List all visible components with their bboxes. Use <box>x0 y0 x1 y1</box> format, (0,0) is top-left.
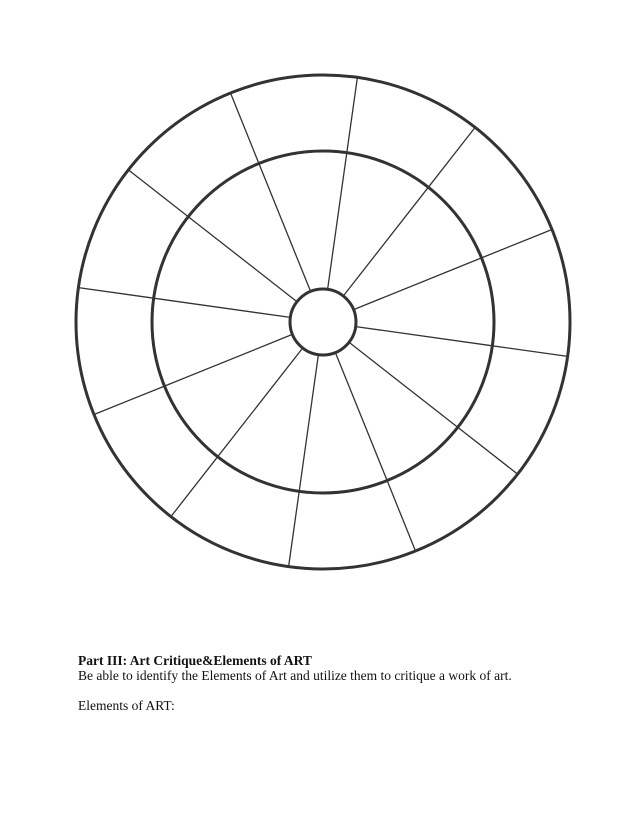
inner-spoke <box>349 342 458 427</box>
outer-spoke <box>171 457 218 517</box>
inner-spoke <box>356 327 493 346</box>
outer-spoke <box>482 230 553 258</box>
inner-spoke <box>154 298 291 317</box>
outer-spoke <box>289 491 300 566</box>
outer-spoke <box>347 77 358 152</box>
elements-of-art-label: Elements of ART: <box>78 698 175 713</box>
outer-spoke <box>428 127 475 187</box>
outer-spoke <box>231 93 259 164</box>
inner-spoke <box>259 164 311 292</box>
inner-spoke <box>299 355 318 492</box>
outer-spoke <box>128 170 188 217</box>
outer-spoke <box>78 288 153 299</box>
instruction-text: Be able to identify the Elements of Art and utilize them to critique a work of art. <box>78 668 512 683</box>
outer-spoke <box>94 386 165 414</box>
outer-spoke <box>492 346 567 357</box>
inner-spoke <box>188 217 297 302</box>
inner-spoke <box>218 348 303 457</box>
outer-spoke <box>387 481 415 552</box>
outer-spoke <box>458 427 518 474</box>
center-circle <box>290 289 356 355</box>
middle-ring <box>152 151 494 493</box>
inner-spoke <box>343 187 428 296</box>
inner-spoke <box>165 334 293 386</box>
inner-spoke <box>335 353 387 481</box>
inner-spoke <box>328 153 347 290</box>
section-heading: Part III: Art Critique&Elements of ART <box>78 653 312 668</box>
inner-spoke <box>354 258 482 310</box>
outer-ring <box>76 75 570 569</box>
